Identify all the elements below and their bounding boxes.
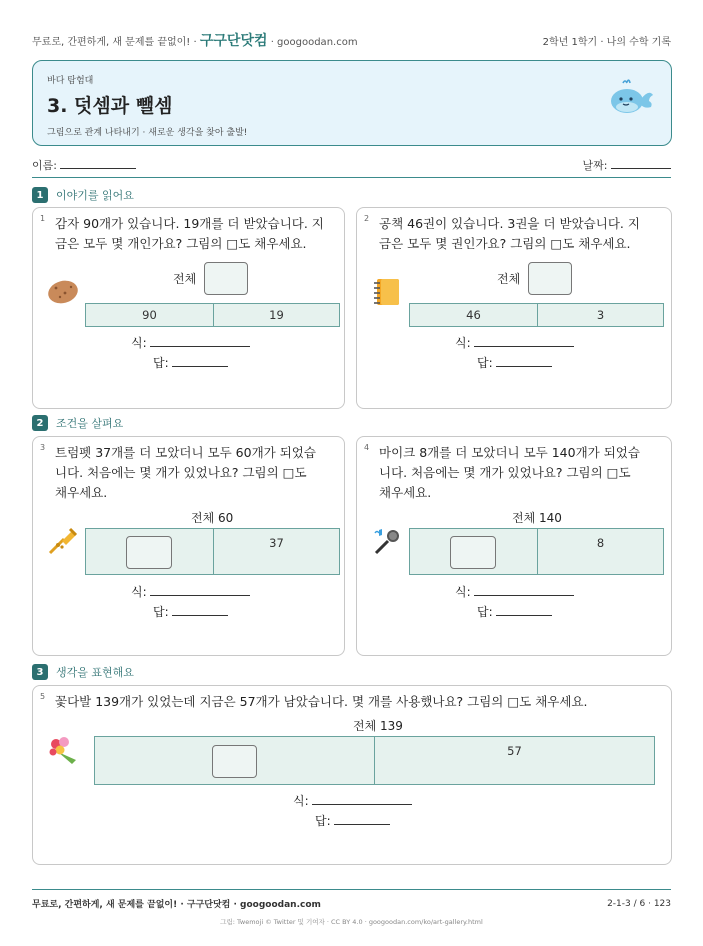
image-credit: 그림: Twemoji © Twitter 및 기여자 · CC BY 4.0 · googoodan.com/ko/art-gallery.html — [220, 918, 483, 926]
formula-line[interactable]: 식: — [455, 583, 574, 600]
section-title: 생각을 표현해요 — [56, 666, 134, 679]
problem-card-5 — [32, 685, 672, 865]
date-field[interactable] — [583, 157, 671, 173]
total-label: 전체 — [497, 272, 521, 286]
part-whole-bar — [85, 303, 340, 327]
problem-number: 2 — [364, 214, 370, 223]
problem-text: 마이크 8개를 더 모았더니 모두 140개가 되었습 니다. 처음에는 몇 개가 있었나요? 그림의 □도 채우세요. — [379, 445, 640, 500]
banner-subtitle: 바다 탐험대 — [47, 76, 94, 86]
part-whole-bar — [85, 528, 340, 575]
answer-line[interactable]: 답: — [153, 354, 228, 371]
name-label: 이름: — [32, 158, 61, 172]
problem-card-4 — [356, 436, 672, 656]
formula-line[interactable]: 식: — [293, 792, 412, 809]
answer-line[interactable]: 답: — [315, 812, 390, 829]
microphone-icon — [372, 527, 402, 561]
date-label: 날짜: — [582, 158, 611, 172]
part-whole-bar — [409, 303, 664, 327]
problem-text: 트럼펫 37개를 더 모았더니 모두 60개가 되었습 니다. 처음에는 몇 개가 있었나요? 그림의 □도 채우세요. — [55, 445, 316, 500]
problem-card-3 — [32, 436, 345, 656]
part-answer-box[interactable] — [126, 536, 172, 569]
formula-line[interactable]: 식: — [131, 334, 250, 351]
title-banner — [32, 60, 672, 146]
problem-text: 꽃다발 139개가 있었는데 지금은 57개가 남았습니다. 몇 개를 사용했나요? 그림의 □도 채우세요. — [55, 694, 588, 709]
part-whole-bar — [94, 736, 655, 785]
total-label: 전체 140 — [512, 511, 562, 525]
page-title: 3. 덧셈과 뺄셈 — [47, 95, 173, 117]
banner-description: 그림으로 관계 나타내기 · 새로운 생각을 찾아 출발! — [47, 128, 248, 138]
problem-card-2 — [356, 207, 672, 409]
total-answer-box[interactable] — [528, 262, 572, 295]
part-whole-bar — [409, 528, 664, 575]
part-a — [95, 737, 374, 784]
section-title: 조건을 살펴요 — [56, 417, 124, 430]
formula-line[interactable]: 식: — [131, 583, 250, 600]
section-3-heading — [32, 662, 134, 682]
section-number: 3 — [32, 664, 48, 680]
section-1-heading — [32, 185, 134, 205]
section-number: 1 — [32, 187, 48, 203]
answer-line[interactable]: 답: — [477, 354, 552, 371]
part-b: 3 — [537, 304, 663, 326]
part-b: 8 — [537, 529, 663, 574]
answer-line[interactable]: 답: — [153, 603, 228, 620]
section-number: 2 — [32, 415, 48, 431]
bouquet-icon — [48, 736, 80, 770]
whale-icon — [609, 79, 655, 123]
problem-number: 3 — [40, 443, 46, 452]
part-answer-box[interactable] — [450, 536, 496, 569]
problem-number: 5 — [40, 692, 46, 701]
problem-number: 4 — [364, 443, 370, 452]
total-answer-box[interactable] — [204, 262, 248, 295]
notebook-icon — [372, 277, 402, 311]
page-code: 2-1-3 / 6 · 123 — [607, 898, 671, 909]
site-tagline — [32, 30, 358, 50]
part-answer-box[interactable] — [212, 745, 257, 778]
problem-text: 공책 46권이 있습니다. 3권을 더 받았습니다. 지 금은 모두 몇 권인가요? 그림의 □도 채우세요. — [379, 216, 640, 251]
part-b: 57 — [374, 737, 654, 784]
problem-number: 1 — [40, 214, 46, 223]
part-a: 90 — [142, 308, 157, 322]
name-field[interactable] — [32, 157, 136, 173]
section-title: 이야기를 읽어요 — [56, 189, 134, 202]
total-label: 전체 60 — [191, 511, 234, 525]
top-header — [32, 30, 671, 50]
part-b: 37 — [213, 529, 339, 574]
part-b: 19 — [213, 304, 339, 326]
problem-text: 감자 90개가 있습니다. 19개를 더 받았습니다. 지 금은 모두 몇 개인가요? 그림의 □도 채우세요. — [55, 216, 324, 251]
total-label: 전체 139 — [353, 719, 403, 733]
problem-card-1 — [32, 207, 345, 409]
part-a: 46 — [466, 308, 481, 322]
total-label: 전체 — [173, 272, 197, 286]
site-domain[interactable]: · googoodan.com — [270, 37, 358, 48]
potato-icon — [47, 278, 79, 310]
name-date-bar — [32, 152, 671, 178]
brand-name[interactable]: 구구단닷컴 — [199, 33, 268, 49]
part-a — [410, 529, 537, 574]
formula-line[interactable]: 식: — [455, 334, 574, 351]
tagline-text: 무료로, 간편하게, 새 문제를 끝없이! · — [32, 37, 197, 48]
part-a — [86, 529, 213, 574]
footer-brand: 무료로, 간편하게, 새 문제를 끝없이! · 구구단닷컴 · googoodan.com — [32, 900, 321, 910]
trumpet-icon — [48, 527, 78, 561]
section-2-heading — [32, 413, 123, 433]
page-footer — [32, 889, 671, 917]
grade-info: 2학년 1학기 · 나의 수학 기록 — [542, 36, 671, 48]
answer-line[interactable]: 답: — [477, 603, 552, 620]
